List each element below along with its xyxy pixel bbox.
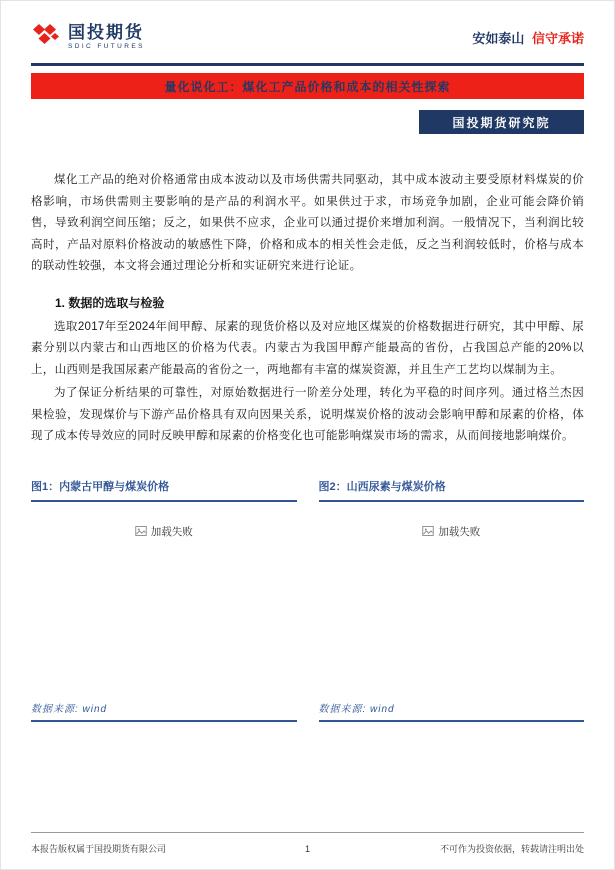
- footer-copyright: 本报告版权属于国投期货有限公司: [31, 844, 167, 854]
- page-footer: [31, 832, 584, 855]
- figure-2-chart-area: [319, 502, 585, 700]
- figure-2-source: 数据来源: wind: [319, 700, 585, 722]
- header-divider: [31, 63, 584, 66]
- figure-1-load-error: [135, 524, 193, 539]
- paragraph-granger-test: 为了保证分析结果的可靠性，对原始数据进行一阶差分处理，转化为平稳的时间序列。通过格兰杰因果检验，发现煤价与下游产品价格具有双向因果关系，说明煤炭价格的波动会影响甲醇和尿素的价格，体现了成本传导效应的同时反映甲醇和尿素的价格变化也可能影响煤炭市场的需求，从而间接地影响煤价。: [31, 387, 584, 442]
- figures-row: [31, 478, 584, 722]
- figure-2-load-error: [422, 524, 480, 539]
- report-title-banner: [31, 73, 584, 99]
- footer-page-number: 1: [304, 843, 310, 854]
- institute-row: [31, 110, 584, 134]
- slogan-left: 安如泰山: [472, 31, 525, 46]
- figure-1: [31, 478, 297, 722]
- broken-image-icon: [135, 525, 147, 537]
- figure-1-source: 数据来源: wind: [31, 700, 297, 722]
- header-slogan: [472, 28, 584, 47]
- slogan-right: 信守承诺: [531, 31, 584, 46]
- figure-2: [319, 478, 585, 722]
- logo-text: [68, 24, 145, 51]
- header: [31, 1, 584, 63]
- broken-image-icon: [422, 525, 434, 537]
- figure-1-chart-area: [31, 502, 297, 700]
- logo-diamond-icon: [31, 21, 61, 54]
- paragraph-intro: 煤化工产品的绝对价格通常由成本波动以及市场供需共同驱动，其中成本波动主要受原材料煤炭的价格影响，市场供需则主要影响的是产品的利润水平。如果供过于求，市场竞争加剧，企业可能会降价销售，导致利润空间压缩；反之，如果供不应求，企业可以通过提价来增加利润。一般情况下，当利润比较高时，产品对原料价格波动的敏感性下降，价格和成本的相关性会走低，反之当利润较低时，价格与成本的联动性较强，本文将会通过理论分析和实证研究来进行论证。: [31, 174, 584, 272]
- company-logo: [31, 21, 145, 54]
- brand-name-cn: 国投期货: [68, 23, 144, 43]
- figure-1-title: 图1：内蒙古甲醇与煤炭价格: [31, 478, 297, 502]
- footer-disclaimer: 不可作为投资依据，转载请注明出处: [439, 844, 584, 854]
- figure-1-error-text: 加载失败: [150, 525, 193, 538]
- institute-badge: 国投期货研究院: [419, 110, 584, 134]
- section-heading-1: 1. 数据的选取与检验: [55, 295, 165, 310]
- paragraph-data-selection: 选取2017年至2024年间甲醇、尿素的现货价格以及对应地区煤炭的价格数据进行研究，其中甲醇、尿素分别以内蒙古和山西地区的价格为代表。内蒙古为我国甲醇产能最高的省份，占我国总产能的20%以上，山西则是我国尿素产能最高的省份之一，两地都有丰富的煤炭资源，并且生产工艺均以煤制为主。: [31, 320, 584, 376]
- figure-2-title: 图2：山西尿素与煤炭价格: [319, 478, 585, 502]
- report-title: 量化说化工：煤化工产品价格和成本的相关性探索: [164, 79, 451, 94]
- brand-name-en: SDIC FUTURES: [68, 43, 145, 51]
- figure-2-error-text: 加载失败: [438, 525, 481, 538]
- report-body: [31, 170, 584, 448]
